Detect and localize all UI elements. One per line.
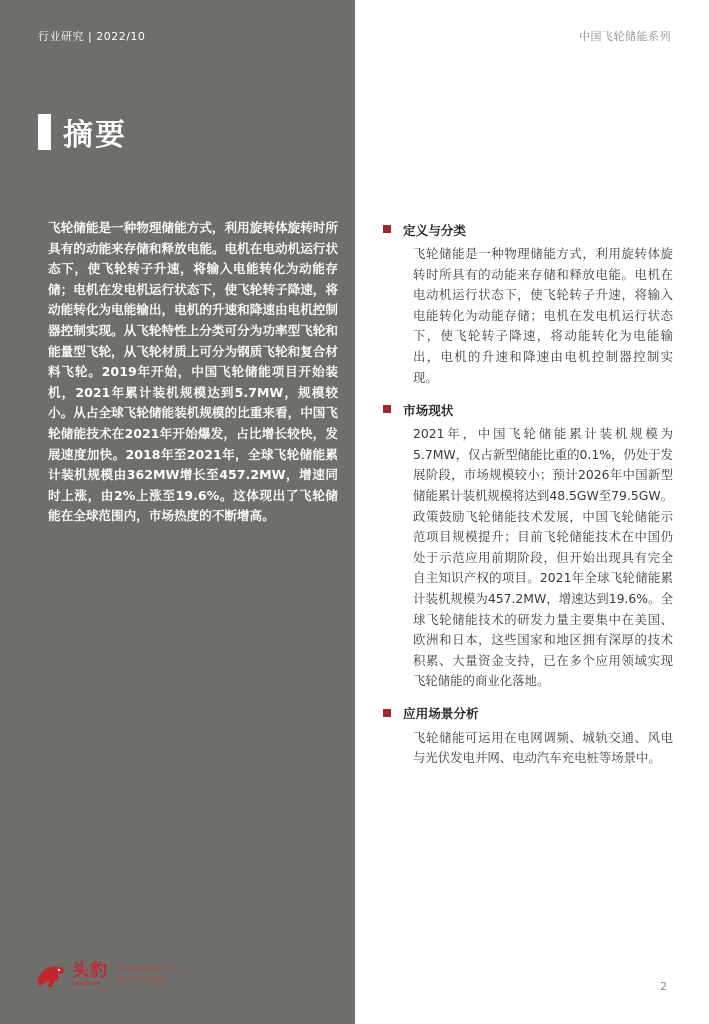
leopard-logo-icon	[36, 961, 66, 989]
square-bullet-icon	[383, 225, 391, 233]
section-title: 市场现状	[403, 402, 454, 418]
section-body: 飞轮储能可运用在电网调频、城轨交通、风电与光伏发电并网、电动汽车充电桩等场景中。	[413, 729, 673, 766]
section-market	[383, 398, 673, 692]
section-body: 2021年，中国飞轮储能累计装机规模为5.7MW，仅占新型储能比重的0.1%，仍处于发展阶段，市场规模较小；预计2026年中国新型储能累计装机规模将达到48.5GW至79.5GW。政策鼓励飞轮储能技术发展，中国飞轮储能示范项目规模提升；目前飞轮储能技术在中国仍处于示范应用前期阶段，但开始出现具有完全自主知识产权的项目。2021年全球飞轮储能累计装机规模为457.2MW，增速达到19.6%。全球飞轮储能技术的研发力量主要集中在美国、欧洲和日本，这些国家和地区拥有深厚的技术积累、大量资金支持，已在多个应用领域实现飞轮储能的商业化落地。	[413, 426, 673, 689]
key-points	[383, 218, 673, 779]
page-title-text: 摘要	[63, 118, 127, 153]
section-title: 应用场景分析	[403, 706, 479, 722]
section-heading	[383, 702, 673, 724]
logo-web: www.leadleo.com	[116, 965, 178, 973]
series-header: 中国飞轮储能系列	[579, 30, 671, 43]
section-heading	[383, 398, 673, 420]
page-number: 2	[660, 980, 667, 993]
section-definition	[383, 218, 673, 388]
section-title: 定义与分类	[403, 222, 466, 238]
logo-contact	[116, 964, 177, 986]
report-header: 行业研究 | 2022/10	[38, 30, 146, 43]
square-bullet-icon	[383, 405, 391, 413]
page-title	[38, 112, 127, 152]
title-bar	[38, 114, 51, 150]
logo-sub: LeadLeo	[72, 979, 101, 987]
logo-text	[72, 960, 108, 988]
summary-paragraph: 飞轮储能是一种物理储能方式，利用旋转体旋转时所具有的动能来存储和释放电能。电机在电动机运行状态下，使飞轮转子升速，将输入电能转化为动能存储；电机在发电机运行状态下，使飞轮转子降速，将动能转化为电能输出，电机的升速和降速由电机控制器控制实现。从飞轮特性上分类可分为功率型飞轮和能量型飞轮，从飞轮材质上可分为钢质飞轮和复合材料飞轮。2019年开始，中国飞轮储能项目开始装机，2021年累计装机规模达到5.7MW，规模较小。从占全球飞轮储能装机规模的比重来看，中国飞轮储能技术在2021年开始爆发，占比增长较快，发展速度加快。2018年至2021年，全球飞轮储能累计装机规模由362MW增长至457.2MW，增速同时上涨，由2%上涨至19.6%。这体现出了飞轮储能在全球范围内，市场热度的不断增高。	[48, 220, 338, 524]
section-body: 飞轮储能是一种物理储能方式，利用旋转体旋转时所具有的动能来存储和释放电能。电机在电动机运行状态下，使飞轮转子升速，将输入电能转化为动能存储；电机在发电机运行状态下，使飞轮转子降速，将动能转化为电能输出，电机的升速和降速由电机控制器控制实现。	[413, 246, 673, 385]
section-heading	[383, 218, 673, 240]
brand-logo	[36, 958, 177, 992]
logo-name: 头豹	[72, 960, 108, 981]
square-bullet-icon	[383, 709, 391, 717]
logo-phone: 400-072-5588	[116, 976, 166, 984]
section-application	[383, 702, 673, 769]
